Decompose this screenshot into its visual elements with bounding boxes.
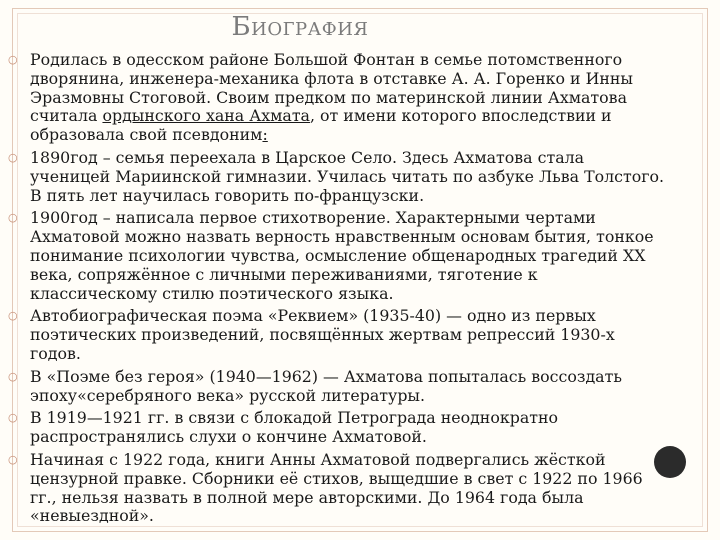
bullet-text-7: Начиная с 1922 года, книги Анны Ахматовой подвергались жёсткой цензурной правке. Сборники её стихов, выщедшие в свет с 1922 по 1966 гг., нельзя назвать в полной мере авторскими. До 1964 года была «невыездной». <box>30 449 643 526</box>
bullet-icon: ○ <box>8 452 18 466</box>
bullet-item-7 <box>8 451 668 526</box>
bullet-text-1 <box>30 51 668 145</box>
title-rest: ИОГРАФИЯ <box>251 19 369 40</box>
bullet-text-1-part: Родилась в одесском районе Большой Фонтан в семье потомственного дворянина, инженера-механика флота в отставке А. А. Горенко и Инны Эразмовны Стоговой. Своим предком по материнской линии Ахматова считала <box>30 50 633 126</box>
title-first-letter: Б <box>231 12 252 42</box>
bullet-item-6 <box>8 409 668 447</box>
bullet-icon: ○ <box>8 309 18 323</box>
bullet-text-5: В «Поэме без героя» (1940—1962) — Ахматова попыталась воссоздать эпоху«серебряного века» русской литературы. <box>30 366 622 405</box>
bullet-icon: ○ <box>8 369 18 383</box>
bullet-text-3: 1900год – написала первое стихотворение. Характерными чертами Ахматовой можно назвать верность нравственным основам бытия, тонкое понимание психологии чувства, осмысление общенародных трагедий XX века, сопряжённое с личными переживаниями, тяготение к классическому стилю поэтического языка. <box>30 208 654 303</box>
bullet-item-1 <box>8 51 668 145</box>
bullet-icon: ○ <box>8 411 18 425</box>
bullet-text-4: Автобиографическая поэма «Реквием» (1935-40) — одно из первых поэтических произведений, посвящённых жертвам репрессий 1930-х годов. <box>30 306 615 363</box>
bullet-icon: ○ <box>8 150 18 164</box>
bullet-item-2 <box>8 149 668 205</box>
bullet-item-5 <box>8 368 668 406</box>
ahmat-link[interactable]: ордынского хана Ахмата <box>102 106 310 126</box>
bullet-text-6: В 1919—1921 гг. в связи с блокадой Петрограда неоднократно распространялись слухи о кончине Ахматовой. <box>30 408 559 447</box>
bullet-item-3 <box>8 209 668 303</box>
bullet-icon: ○ <box>8 53 18 66</box>
bullet-list <box>8 51 668 530</box>
bullet-item-4 <box>8 307 668 363</box>
slide-title <box>0 12 600 42</box>
bullet-text-1-colon: : <box>262 125 268 145</box>
decorative-circle-icon <box>654 446 686 478</box>
bullet-icon: ○ <box>8 211 18 225</box>
bullet-text-1-tail: , от имени которого впоследствии и образовала свой псевдоним <box>30 106 612 145</box>
bullet-text-2: 1890год – семья переехала в Царское Село. Здесь Ахматова стала ученицей Мариинской гимназии. Училась читать по азбуке Льва Толстого. В пять лет научилась говорить по-французски. <box>30 147 665 205</box>
